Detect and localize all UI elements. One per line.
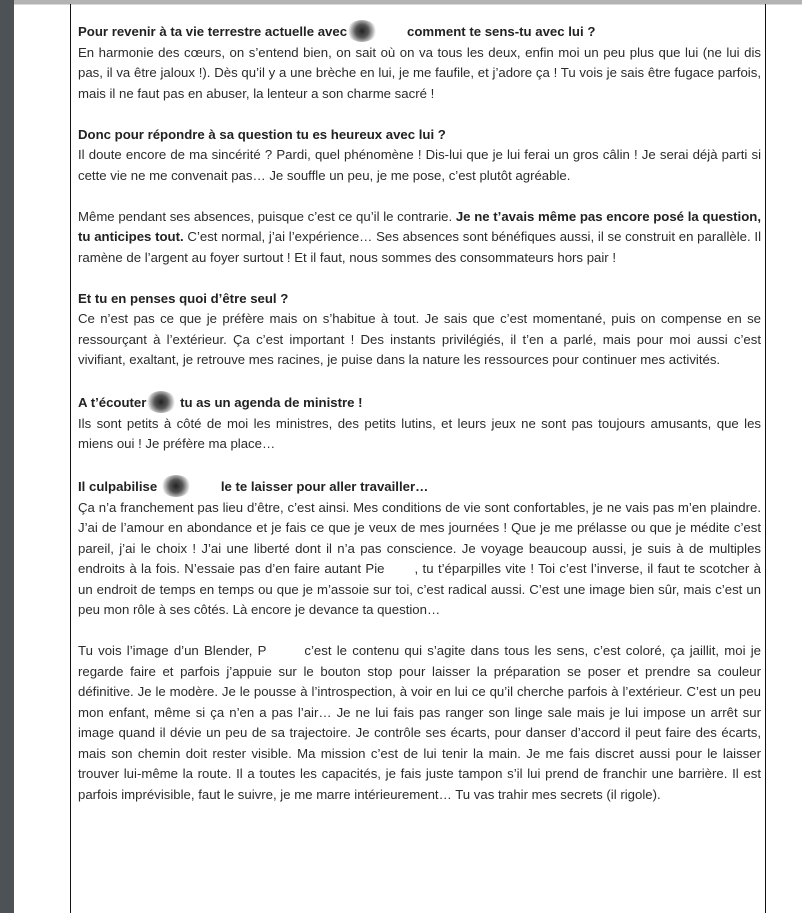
document-body xyxy=(78,20,761,826)
question: Je ne t’avais même pas encore posé la question, tu anticipes tout. xyxy=(78,208,761,244)
answer-text: c’est le contenu qui s’agite dans tous les sens, c’est coloré, ça jaillit, moi je regarde faire et parfois j’appuie sur le bouton stop pour laisser la préparation se poser et prendre sa couleur définitive. Je le modère. Je le pousse à l’introspection, à voir en lui ce qu’il cherche parfois à l’extérieur. C’est un peu mon enfant, même si ça n’en a pas l’air… Je ne lui fais pas ranger son linge sale mais je lui impose un arrêt sur image quand il dévie un peu de sa trajectoire. Je contrôle ses écarts, pour danser d’accord il peut faire des écarts, mais son chemin doit rester visible. Ma mission c’est de lui tenir la main. Je me fais discret aussi pour le laisser trouver lui-même la route. Il a toutes les capacités, je fais juste tampon s’il lui prend de franchir une barrière. Il est parfois imprévisible, faut le suivre, je me marre intérieurement… Tu vas trahir mes secrets (il rigole). xyxy=(78,643,761,802)
answer: C’est normal, j’ai l’expérience… Ses absences sont bénéfiques aussi, il se construit en parallèle. Il ramène de l’argent au foyer surtout ! Et il faut, nous sommes des consommateurs hors pair ! xyxy=(78,229,762,265)
answer-text: Tu vois l’image d’un Blender, P xyxy=(78,643,267,658)
answer: Il doute encore de ma sincérité ? Pardi, quel phénomène ! Dis-lui que je lui ferai un gros câlin ! Je serai déjà parti si cette vie ne me convenait pas… Je souffle un peu, je me pose, c’est plutôt agréable. xyxy=(78,147,761,183)
answer-text: , tu t’éparpilles vite ! Toi c’est l’inverse, il faut te scotcher à un endroit de temps en temps ou que je m’assoie sur toi, c’est radical aussi. C’est une image bien sûr, mais c’est un peu mon rôle à ses côtés. Là encore je devance ta question… xyxy=(78,561,762,617)
answer xyxy=(78,498,761,621)
answer: En harmonie des cœurs, on s’entend bien, on sait où on va tous les deux, enfin moi un peu plus que lui (ne lui dis pas, il va être jaloux !). Dès qu’il y a une brèche en lui, je me faufile, et j’adore ça ! Tu vois je sais être fugace parfois, mais il ne faut pas en abuser, la lenteur a son charme sacré ! xyxy=(78,44,761,101)
answer: Même pendant ses absences, puisque c’est ce qu’il le contrarie. xyxy=(78,208,453,224)
viewer-side-strip xyxy=(0,0,14,913)
section-7 xyxy=(78,641,761,805)
redacted-name xyxy=(146,391,176,413)
question-text: tu as un agenda de ministre ! xyxy=(180,395,363,410)
question xyxy=(78,391,761,414)
section-4 xyxy=(78,289,761,371)
answer: Ce n’est pas ce que je préfère mais on s’habitue à tout. Je sais que c’est momentané, puis on compense en se ressourçant à l’extérieur. Ça c’est important ! Des instants privilégiés, il t’en a parlé, mais pour moi aussi c’est vivifiant, exaltant, je retrouve mes racines, je puise dans la nature les ressources pour continuer mes activités. xyxy=(78,311,761,367)
question: Donc pour répondre à sa question tu es heureux avec lui ? xyxy=(78,126,446,142)
question-text: A t’écouter xyxy=(78,395,147,410)
redacted-name xyxy=(161,475,191,497)
question: Et tu en penses quoi d’être seul ? xyxy=(78,290,289,306)
question xyxy=(78,20,761,43)
answer: Ils sont petits à côté de moi les ministres, des petits lutins, et leurs jeux ne sont pas toujours amusants, que les miens oui ! Je préfère ma place… xyxy=(78,415,761,451)
section-3 xyxy=(78,207,761,269)
question-text: Pour revenir à ta vie terrestre actuelle avec xyxy=(78,24,348,39)
answer-text: Ça n’a franchement pas lieu d’être, c’est ainsi. Mes conditions de vie sont confortables, je ne vais pas m’en plaindre. J’ai de l’amour en abondance et je fais ce que je veux de mes journées ! Que je me prélasse ou que je médite c’est pareil, j’ai le choix ! J’ai une liberté dont il n’a pas conscience. Je voyage beaucoup aussi, je suis à de multiples endroits à la fois. N’essaie pas d’en faire autant Pie xyxy=(78,499,761,576)
question xyxy=(78,475,761,498)
question-text: comment te sens-tu avec lui ? xyxy=(407,24,596,39)
section-6 xyxy=(78,475,761,621)
redacted-name xyxy=(347,20,377,42)
section-2 xyxy=(78,125,761,187)
question-text: Il culpabilise xyxy=(78,479,158,494)
section-5 xyxy=(78,391,761,455)
section-1 xyxy=(78,20,761,104)
question-text: le te laisser pour aller travailler… xyxy=(220,479,429,494)
